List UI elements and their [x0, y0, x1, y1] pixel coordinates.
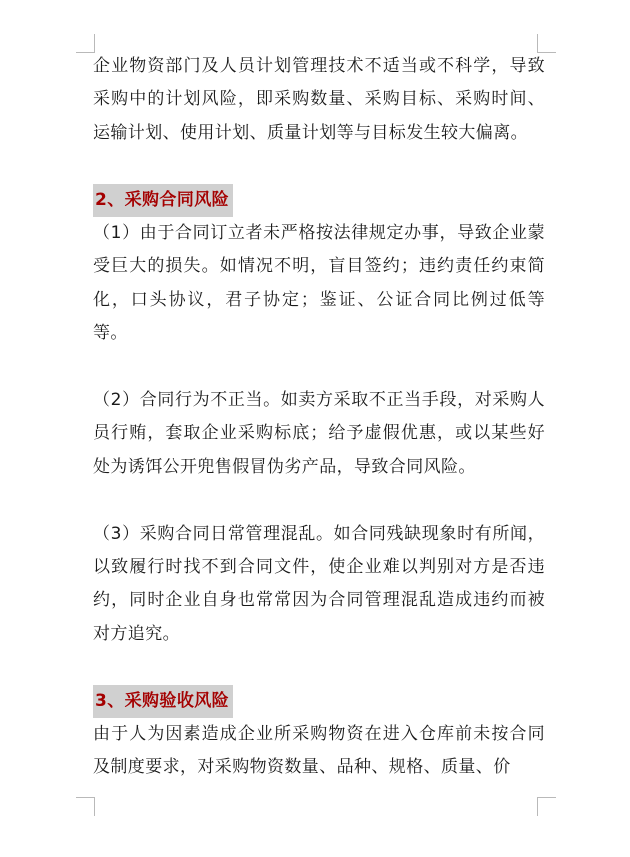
section-2-item-3: （3）采购合同日常管理混乱。如合同残缺现象时有所闻，以致履行时找不到合同文件，使企业难以判别对方是否违约，同时企业自身也常常因为合同管理混乱造成违约而被对方追究。 — [93, 523, 545, 644]
section-2-item-1: （1）由于合同订立者未严格按法律规定办事，导致企业蒙受巨大的损失。如情况不明，盲目签约；违约责任约束简化，口头协议，君子协定；鉴证、公证合同比例过低等等。 — [93, 223, 545, 344]
document-body — [93, 50, 545, 785]
section-3-heading: 3、采购验收风险 — [93, 685, 233, 718]
blank-line — [93, 351, 545, 384]
blank-line — [93, 150, 545, 183]
section-2-heading-line — [93, 184, 545, 217]
section-3-paragraph: 由于人为因素造成企业所采购物资在进入仓库前未按合同及制度要求，对采购物资数量、品种、规格、质量、价 — [93, 724, 545, 778]
section-3-heading-line — [93, 685, 545, 718]
blank-line — [93, 651, 545, 684]
crop-mark-bottom-right — [537, 797, 556, 816]
section-2-item-2: （2）合同行为不正当。如卖方采取不正当手段，对采购人员行贿，套取企业采购标底；给予虚假优惠，或以某些好处为诱饵公开兜售假冒伪劣产品，导致合同风险。 — [93, 390, 545, 477]
blank-line — [93, 484, 545, 517]
section-2-heading: 2、采购合同风险 — [93, 184, 233, 217]
crop-mark-bottom-left — [76, 797, 95, 816]
intro-paragraph: 企业物资部门及人员计划管理技术不适当或不科学，导致采购中的计划风险，即采购数量、采购目标、采购时间、运输计划、使用计划、质量计划等与目标发生较大偏离。 — [93, 56, 545, 143]
